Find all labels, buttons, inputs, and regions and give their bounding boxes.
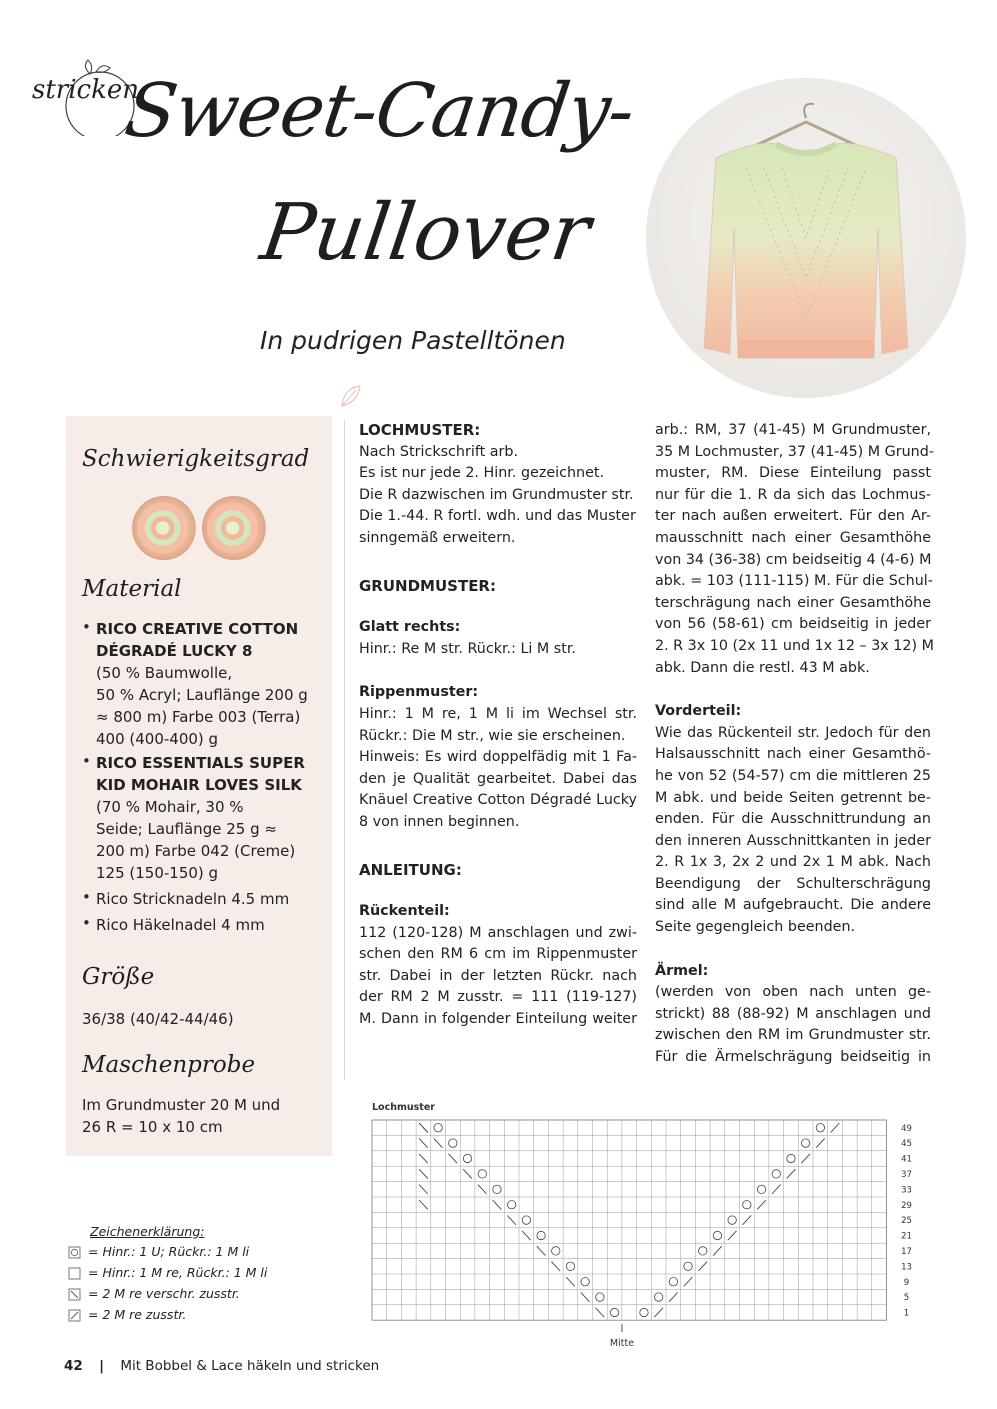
material-line: 400 (400-400) g [96,730,219,748]
text-line: terschrägung nach einer Gesamthöhe [655,594,931,611]
chart-row-numbers [901,1124,912,1319]
bullet: • [82,618,91,636]
text-line: arb.: RM, 37 (41-45) M Grundmuster, [655,422,931,438]
text-line: ter nach außen erweitert. Für den Ar- [655,508,931,525]
text-line: Hinweis: Es wird doppelfädig mit 1 Fa- [359,749,637,766]
vorderteil-heading: Vorderteil: [655,703,742,720]
text-line: 8 von innen beginnen. [359,813,520,830]
text-line: schen den RM 6 cm im Rippenmuster [359,946,637,963]
text-line: strickt) 88 (88-92) M anschlagen und [655,1005,931,1022]
text-line: von 34 (36-38) cm beidseitig 4 (4-6) M [655,551,932,568]
material-line: Rico Häkelnadel 4 mm [96,916,265,934]
chart-row-number: 9 [903,1277,910,1288]
text-line: 2. R 1x 3, 2x 2 und 2x 1 M abk. Nach [655,854,931,871]
gauge-line: Im Grundmuster 20 M und [82,1096,281,1114]
lochmuster-chart [364,1092,944,1352]
text-line: Für die Ärmelschrägung beidseitig in [655,1049,931,1066]
yarn-ball-icon [202,496,266,560]
text-line: M abk. und beide Seiten getrennt be- [655,789,931,806]
size-heading: Größe [82,964,155,990]
bullet: • [82,914,91,932]
gauge-heading: Maschenprobe [82,1052,256,1078]
legend-item-text: = 2 M re verschr. zusstr. [88,1286,240,1301]
material-line: DÉGRADÉ LUCKY 8 [96,642,253,660]
text-line: M. Dann in folgender Einteilung weiter [359,1011,637,1028]
chart-grid [372,1120,887,1320]
text-line: mausschnitt nach einer Gesamthöhe [655,529,931,546]
text-line: nur für die 1. R da sich das Lochmus- [655,486,931,503]
text-line: Halsausschnitt nach einer Gesamthö- [655,746,931,763]
text-line: abk. = 103 (111-115) M. Für die Schul- [655,573,933,590]
rippen-heading: Rippenmuster: [359,684,479,701]
yarn-ball-icon [132,496,196,560]
column-divider [344,420,345,1080]
text-line: Hinr.: Re M str. Rückr.: Li M str. [359,640,576,657]
chart-frame [372,1120,887,1320]
legend-circle-icon [69,1247,80,1258]
text-line: Wie das Rückenteil str. Jedoch für den [655,724,931,741]
chart-row-number: 41 [901,1154,912,1165]
text-line: sind alle M aufgebraucht. Die andere [655,897,931,914]
text-line: he von 52 (54-57) cm die mittleren 25 [655,767,931,784]
magazine-name: Mit Bobbel & Lace häkeln und stricken [120,1358,380,1374]
chart-row-number: 37 [901,1169,912,1180]
chart-row-number: 25 [901,1216,912,1227]
text-line: abk. Dann die restl. 43 M abk. [655,659,870,676]
text-line: Rückr.: Die M str., wie sie erscheinen. [359,727,626,744]
rueckenteil-heading: Rückenteil: [359,903,450,920]
text-line: der RM 2 M zusstr. = 111 (119-127) [359,989,637,1006]
chart-row-number: 49 [901,1123,912,1134]
chart-title: Lochmuster [372,1102,435,1113]
legend-item-text: = Hinr.: 1 M re, Rückr.: 1 M li [88,1265,268,1280]
material-line: (70 % Mohair, 30 % [96,798,244,816]
legend-heading: Zeichenerklärung: [90,1224,205,1239]
legend-symbols [68,1244,82,1328]
text-line: zwischen den RM im Grundmuster str. [655,1027,931,1044]
text-line: Nach Strickschrift arb. [359,443,519,460]
aermel-heading: Ärmel: [655,962,709,979]
bullet: • [82,888,91,906]
material-line: ≈ 800 m) Farbe 003 (Terra) [96,708,301,726]
text-line: Knäuel Creative Cotton Dégradé Lucky [359,792,637,809]
text-line: den je Qualität gearbeitet. Dabei das [359,770,637,787]
anleitung-heading: ANLEITUNG: [359,860,462,879]
footer-separator: | [99,1358,105,1374]
legend-item-text: = 2 M re zusstr. [88,1307,187,1322]
subtitle: In pudrigen Pastelltönen [260,326,566,355]
text-line: den inneren Ausschnittkanten in jeder [655,832,931,849]
text-line: muster, RM. Diese Einteilung passt [655,465,931,482]
hanger-hook [804,104,814,118]
material-line: KID MOHAIR LOVES SILK [96,776,302,794]
text-line: (werden von oben nach unten ge- [655,984,931,1001]
chart-row-number: 13 [901,1262,912,1273]
instructions-column-1 [359,420,637,1031]
text-line: Es ist nur jede 2. Hinr. gezeichnet. [359,465,605,482]
page-footer [64,1358,379,1374]
badge-text: stricken [32,75,139,105]
text-line: von 56 (58-61) cm beidseitig in jeder [655,616,931,633]
material-line: 200 m) Farbe 042 (Creme) [96,842,296,860]
gauge-line: 26 R = 10 x 10 cm [82,1118,223,1136]
material-line: 125 (150-150) g [96,864,219,882]
chart-row-number: 45 [901,1139,912,1150]
title-line-2: Pullover [255,188,596,278]
lochmuster-heading: LOCHMUSTER: [359,421,481,439]
material-heading: Material [82,576,182,602]
text-line: 112 (120-128) M anschlagen und zwi- [359,924,637,941]
material-line: Seide; Lauflänge 25 g ≈ [96,820,277,838]
difficulty-heading: Schwierigkeitsgrad [82,446,310,472]
text-line: Hinr.: 1 M re, 1 M li im Wechsel str. [359,705,637,722]
text-line: str. Dabei in der letzten Rückr. nach [359,967,637,984]
text-line: 35 M Lochmuster, 37 (41-45) M Grund- [655,443,934,460]
bullet: • [82,752,91,770]
material-line: RICO CREATIVE COTTON [96,620,299,638]
chart-row-number: 33 [901,1185,912,1196]
material-line: (50 % Baumwolle, [96,664,233,682]
chart-row-number: 21 [901,1231,912,1242]
material-line: Rico Stricknadeln 4.5 mm [96,890,290,908]
material-line: RICO ESSENTIALS SUPER [96,754,305,772]
page-number: 42 [64,1358,83,1374]
text-line: Die R dazwischen im Grundmuster str. [359,486,634,503]
text-line: Seite gegengleich beenden. [655,919,856,936]
chart-row-number: 5 [903,1293,910,1304]
legend-item-text: = Hinr.: 1 U; Rückr.: 1 M li [88,1244,250,1259]
glatt-heading: Glatt rechts: [359,619,461,636]
sweater-photo [646,78,966,398]
chart-row-number: 17 [901,1246,912,1257]
chart-row-number: 29 [901,1200,912,1211]
title-line-1: Sweet-Candy- [119,68,639,154]
material-line: 50 % Acryl; Lauflänge 200 g [96,686,308,704]
grundmuster-heading: GRUNDMUSTER: [359,576,496,595]
chart-center-label: Mitte [609,1338,635,1349]
chart-row-number: 1 [903,1308,910,1319]
size-value: 36/38 (40/42-44/46) [82,1010,234,1028]
text-line: Die 1.-44. R fortl. wdh. und das Muster [359,508,636,525]
text-line: enden. Für die Ausschnittrundung an [655,811,931,828]
text-line: Beendigung der Schulterschrägung [655,875,931,892]
text-line: sinngemäß erweitern. [359,529,516,546]
legend-empty-icon [69,1268,80,1279]
text-line: 2. R 3x 10 (2x 11 und 1x 12 – 3x 12) M [655,637,934,654]
leaf-ornament-icon [334,376,374,416]
sidebar-panel [66,416,332,1156]
instructions-column-2 [655,420,934,1069]
